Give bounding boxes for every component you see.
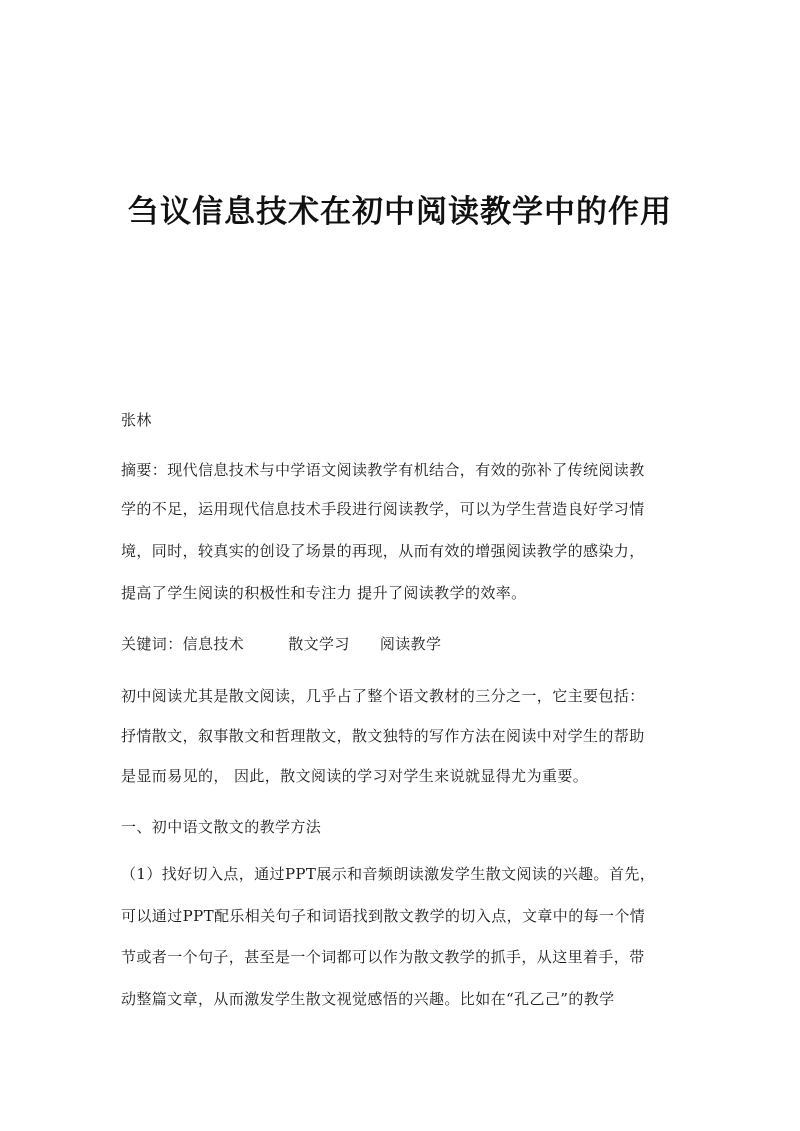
abstract-line: 提高了学生阅读的积极性和专注力 提升了阅读教学的效率。 [121,584,527,602]
keyword-item: 阅读教学 [379,635,442,653]
intro-line: 是显而易见的， 因此，散文阅读的学习对学生来说就显得尤为重要。 [121,767,589,785]
section-line: 可以通过PPT配乐相关句子和词语找到散文教学的切入点，文章中的每一个情 [121,907,646,925]
author: 张林 [121,411,152,429]
intro-line: 初中阅读尤其是散文阅读，几乎占了整个语文教材的三分之一，它主要包括： [121,687,645,705]
page-title: 刍议信息技术在初中阅读教学中的作用 [128,194,672,230]
abstract-line: 境，同时，较真实的创设了场景的再现，从而有效的增强阅读教学的感染力， [121,542,645,560]
keywords-label: 关键词： [121,635,183,653]
abstract-line: 学的不足，运用现代信息技术手段进行阅读教学，可以为学生营造良好学习情 [121,500,645,518]
keyword-item: 信息技术 [182,635,245,653]
abstract-line: 摘要：现代信息技术与中学语文阅读教学有机结合，有效的弥补了传统阅读教 [121,461,645,479]
section-line: 动整篇文章，从而激发学生散文视觉感悟的兴趣。比如在“孔乙己”的教学 [121,990,615,1008]
section-line: 节或者一个句子，甚至是一个词都可以作为散文教学的抓手，从这里着手，带 [121,948,645,966]
section-heading: 一、初中语文散文的教学方法 [121,818,322,836]
keywords-line [121,634,681,654]
keyword-item: 散文学习 [288,635,350,653]
section-line: （1）找好切入点，通过PPT展示和音频朗读激发学生散文阅读的兴趣。首先， [121,865,656,883]
intro-line: 抒情散文，叙事散文和哲理散文，散文独特的写作方法在阅读中对学生的帮助 [121,727,645,745]
